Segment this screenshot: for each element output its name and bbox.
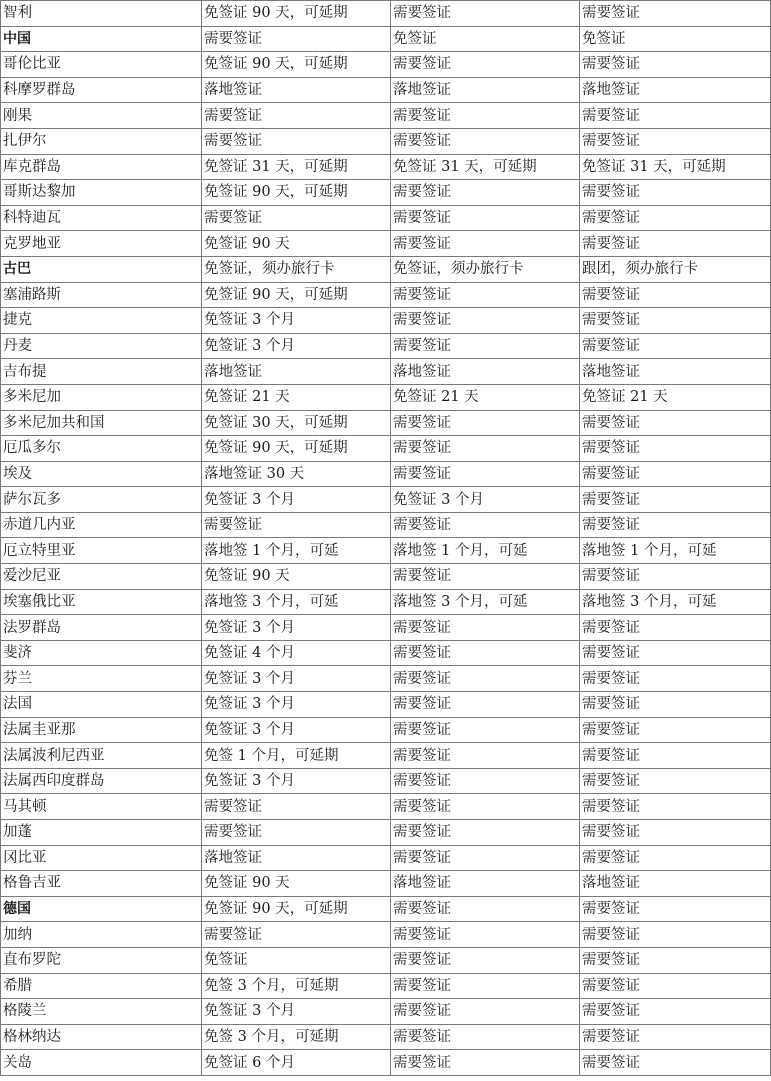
visa-status-cell: 需要签证 bbox=[580, 692, 771, 718]
table-row bbox=[1, 845, 771, 871]
visa-status-cell: 免签证 4 个月 bbox=[202, 640, 391, 666]
table-row bbox=[1, 820, 771, 846]
table-row bbox=[1, 256, 771, 282]
visa-status-cell: 免签证 bbox=[580, 26, 771, 52]
country-cell: 加蓬 bbox=[1, 820, 202, 846]
table-row bbox=[1, 871, 771, 897]
country-cell: 关岛 bbox=[1, 1050, 202, 1076]
table-row bbox=[1, 538, 771, 564]
visa-status-cell: 需要签证 bbox=[391, 615, 580, 641]
visa-status-cell: 免签证 31 天，可延期 bbox=[580, 154, 771, 180]
visa-status-cell: 需要签证 bbox=[391, 564, 580, 590]
table-row bbox=[1, 308, 771, 334]
country-cell: 斐济 bbox=[1, 640, 202, 666]
country-cell: 哥斯达黎加 bbox=[1, 180, 202, 206]
visa-status-cell: 需要签证 bbox=[580, 512, 771, 538]
table-row bbox=[1, 615, 771, 641]
table-row bbox=[1, 461, 771, 487]
table-row bbox=[1, 52, 771, 78]
country-cell: 捷克 bbox=[1, 308, 202, 334]
table-row bbox=[1, 896, 771, 922]
visa-status-cell: 需要签证 bbox=[202, 820, 391, 846]
visa-status-cell: 需要签证 bbox=[391, 1024, 580, 1050]
visa-status-cell: 需要签证 bbox=[391, 794, 580, 820]
table-row bbox=[1, 640, 771, 666]
table-row bbox=[1, 231, 771, 257]
visa-status-cell: 免签 3 个月，可延期 bbox=[202, 1024, 391, 1050]
country-cell: 塞浦路斯 bbox=[1, 282, 202, 308]
visa-status-cell: 落地签证 bbox=[391, 77, 580, 103]
country-cell: 格陵兰 bbox=[1, 999, 202, 1025]
visa-status-cell: 免签证 31 天，可延期 bbox=[391, 154, 580, 180]
country-cell: 厄立特里亚 bbox=[1, 538, 202, 564]
country-cell: 丹麦 bbox=[1, 333, 202, 359]
table-row bbox=[1, 384, 771, 410]
visa-status-cell: 需要签证 bbox=[391, 461, 580, 487]
visa-status-cell: 需要签证 bbox=[391, 692, 580, 718]
table-row bbox=[1, 436, 771, 462]
visa-status-cell: 需要签证 bbox=[580, 436, 771, 462]
visa-status-cell: 跟团，须办旅行卡 bbox=[580, 256, 771, 282]
visa-status-cell: 落地签 1 个月，可延 bbox=[580, 538, 771, 564]
table-row bbox=[1, 154, 771, 180]
visa-status-cell: 免签证 90 天 bbox=[202, 871, 391, 897]
visa-status-cell: 需要签证 bbox=[391, 52, 580, 78]
table-row bbox=[1, 922, 771, 948]
visa-status-cell: 落地签 3 个月，可延 bbox=[580, 589, 771, 615]
table-row bbox=[1, 947, 771, 973]
visa-status-cell: 需要签证 bbox=[580, 487, 771, 513]
table-row bbox=[1, 743, 771, 769]
country-cell: 加纳 bbox=[1, 922, 202, 948]
visa-status-cell: 免签证 bbox=[202, 947, 391, 973]
visa-status-cell: 需要签证 bbox=[580, 180, 771, 206]
visa-status-cell: 需要签证 bbox=[580, 103, 771, 129]
table-row bbox=[1, 512, 771, 538]
visa-status-cell: 免签证 90 天 bbox=[202, 564, 391, 590]
table-row bbox=[1, 794, 771, 820]
visa-status-cell: 需要签证 bbox=[580, 1050, 771, 1076]
visa-status-cell: 落地签证 bbox=[580, 359, 771, 385]
visa-status-cell: 需要签证 bbox=[580, 947, 771, 973]
visa-status-cell: 需要签证 bbox=[202, 922, 391, 948]
visa-status-cell: 需要签证 bbox=[391, 1, 580, 27]
table-row bbox=[1, 692, 771, 718]
table-row bbox=[1, 487, 771, 513]
visa-status-cell: 需要签证 bbox=[580, 922, 771, 948]
table-row bbox=[1, 589, 771, 615]
visa-status-cell: 需要签证 bbox=[202, 512, 391, 538]
visa-status-cell: 需要签证 bbox=[580, 717, 771, 743]
visa-status-cell: 需要签证 bbox=[580, 410, 771, 436]
visa-status-cell: 需要签证 bbox=[580, 666, 771, 692]
visa-status-cell: 需要签证 bbox=[580, 1024, 771, 1050]
visa-status-cell: 免签证 3 个月 bbox=[202, 999, 391, 1025]
country-cell: 芬兰 bbox=[1, 666, 202, 692]
table-row bbox=[1, 1050, 771, 1076]
visa-status-cell: 需要签证 bbox=[580, 564, 771, 590]
visa-status-cell: 免签证 3 个月 bbox=[202, 308, 391, 334]
visa-status-cell: 落地签证 bbox=[391, 871, 580, 897]
country-cell: 哥伦比亚 bbox=[1, 52, 202, 78]
country-cell: 吉布提 bbox=[1, 359, 202, 385]
country-cell: 法属圭亚那 bbox=[1, 717, 202, 743]
visa-status-cell: 免签证 21 天 bbox=[391, 384, 580, 410]
visa-status-cell: 落地签 1 个月，可延 bbox=[202, 538, 391, 564]
visa-status-cell: 需要签证 bbox=[580, 461, 771, 487]
visa-status-cell: 免签证 90 天，可延期 bbox=[202, 436, 391, 462]
visa-status-cell: 需要签证 bbox=[580, 640, 771, 666]
table-row bbox=[1, 1, 771, 27]
visa-status-cell: 落地签证 bbox=[580, 77, 771, 103]
table-row bbox=[1, 717, 771, 743]
table-row bbox=[1, 973, 771, 999]
country-cell: 埃塞俄比亚 bbox=[1, 589, 202, 615]
country-cell: 法属波利尼西亚 bbox=[1, 743, 202, 769]
visa-table-body bbox=[1, 1, 771, 1076]
visa-status-cell: 免签证 3 个月 bbox=[202, 615, 391, 641]
visa-status-cell: 需要签证 bbox=[391, 308, 580, 334]
visa-status-cell: 免签证 90 天，可延期 bbox=[202, 52, 391, 78]
visa-status-cell: 需要签证 bbox=[391, 820, 580, 846]
country-cell: 德国 bbox=[1, 896, 202, 922]
visa-status-cell: 免签证 31 天，可延期 bbox=[202, 154, 391, 180]
visa-status-cell: 免签证 21 天 bbox=[202, 384, 391, 410]
table-row bbox=[1, 564, 771, 590]
visa-status-cell: 免签证 90 天，可延期 bbox=[202, 282, 391, 308]
visa-status-cell: 免签证 90 天，可延期 bbox=[202, 1, 391, 27]
country-cell: 中国 bbox=[1, 26, 202, 52]
visa-status-cell: 需要签证 bbox=[202, 794, 391, 820]
visa-status-cell: 落地签 3 个月，可延 bbox=[202, 589, 391, 615]
table-row bbox=[1, 410, 771, 436]
visa-status-cell: 免签证 90 天，可延期 bbox=[202, 180, 391, 206]
visa-status-cell: 落地签证 30 天 bbox=[202, 461, 391, 487]
visa-status-cell: 需要签证 bbox=[391, 922, 580, 948]
table-row bbox=[1, 103, 771, 129]
visa-status-cell: 落地签 1 个月，可延 bbox=[391, 538, 580, 564]
visa-status-cell: 需要签证 bbox=[391, 768, 580, 794]
country-cell: 科特迪瓦 bbox=[1, 205, 202, 231]
visa-status-cell: 需要签证 bbox=[580, 845, 771, 871]
visa-status-cell: 需要签证 bbox=[391, 436, 580, 462]
country-cell: 马其顿 bbox=[1, 794, 202, 820]
country-cell: 萨尔瓦多 bbox=[1, 487, 202, 513]
table-row bbox=[1, 205, 771, 231]
visa-status-cell: 需要签证 bbox=[580, 999, 771, 1025]
visa-status-cell: 需要签证 bbox=[391, 410, 580, 436]
visa-status-cell: 需要签证 bbox=[391, 103, 580, 129]
country-cell: 库克群岛 bbox=[1, 154, 202, 180]
visa-status-cell: 需要签证 bbox=[580, 794, 771, 820]
visa-status-cell: 免签证，须办旅行卡 bbox=[202, 256, 391, 282]
visa-status-cell: 落地签证 bbox=[202, 77, 391, 103]
table-row bbox=[1, 359, 771, 385]
visa-status-cell: 需要签证 bbox=[580, 52, 771, 78]
visa-status-cell: 需要签证 bbox=[391, 333, 580, 359]
country-cell: 科摩罗群岛 bbox=[1, 77, 202, 103]
country-cell: 赤道几内亚 bbox=[1, 512, 202, 538]
visa-status-cell: 需要签证 bbox=[580, 743, 771, 769]
visa-status-cell: 需要签证 bbox=[391, 1050, 580, 1076]
visa-status-cell: 需要签证 bbox=[391, 973, 580, 999]
country-cell: 厄瓜多尔 bbox=[1, 436, 202, 462]
table-row bbox=[1, 666, 771, 692]
visa-status-cell: 需要签证 bbox=[580, 308, 771, 334]
visa-status-cell: 需要签证 bbox=[391, 640, 580, 666]
visa-status-cell: 免签证 90 天 bbox=[202, 231, 391, 257]
visa-status-cell: 需要签证 bbox=[580, 333, 771, 359]
visa-status-cell: 落地签证 bbox=[391, 359, 580, 385]
visa-status-cell: 落地签证 bbox=[202, 359, 391, 385]
country-cell: 法罗群岛 bbox=[1, 615, 202, 641]
visa-status-cell: 免签证 3 个月 bbox=[202, 768, 391, 794]
country-cell: 格鲁吉亚 bbox=[1, 871, 202, 897]
visa-status-cell: 需要签证 bbox=[580, 1, 771, 27]
visa-status-cell: 需要签证 bbox=[580, 231, 771, 257]
visa-status-cell: 需要签证 bbox=[391, 231, 580, 257]
visa-status-cell: 需要签证 bbox=[391, 666, 580, 692]
visa-status-cell: 需要签证 bbox=[202, 103, 391, 129]
table-row bbox=[1, 1024, 771, 1050]
country-cell: 克罗地亚 bbox=[1, 231, 202, 257]
visa-status-cell: 需要签证 bbox=[580, 128, 771, 154]
country-cell: 法属西印度群岛 bbox=[1, 768, 202, 794]
visa-status-cell: 需要签证 bbox=[391, 896, 580, 922]
visa-status-cell: 免签证 3 个月 bbox=[202, 333, 391, 359]
visa-status-cell: 免签证 3 个月 bbox=[202, 487, 391, 513]
country-cell: 格林纳达 bbox=[1, 1024, 202, 1050]
visa-status-cell: 需要签证 bbox=[202, 205, 391, 231]
country-cell: 希腊 bbox=[1, 973, 202, 999]
country-cell: 爱沙尼亚 bbox=[1, 564, 202, 590]
visa-status-cell: 免签 3 个月，可延期 bbox=[202, 973, 391, 999]
country-cell: 冈比亚 bbox=[1, 845, 202, 871]
visa-status-cell: 落地签证 bbox=[580, 871, 771, 897]
visa-status-cell: 需要签证 bbox=[580, 615, 771, 641]
table-row bbox=[1, 180, 771, 206]
country-cell: 扎伊尔 bbox=[1, 128, 202, 154]
visa-status-cell: 免签证，须办旅行卡 bbox=[391, 256, 580, 282]
country-cell: 多米尼加共和国 bbox=[1, 410, 202, 436]
visa-status-cell: 免签证 3 个月 bbox=[202, 717, 391, 743]
visa-status-cell: 免签证 3 个月 bbox=[202, 692, 391, 718]
visa-status-cell: 免签证 6 个月 bbox=[202, 1050, 391, 1076]
visa-status-cell: 需要签证 bbox=[391, 180, 580, 206]
table-row bbox=[1, 282, 771, 308]
visa-status-cell: 需要签证 bbox=[580, 282, 771, 308]
table-row bbox=[1, 999, 771, 1025]
visa-status-cell: 需要签证 bbox=[580, 820, 771, 846]
visa-status-cell: 需要签证 bbox=[391, 845, 580, 871]
country-cell: 智利 bbox=[1, 1, 202, 27]
visa-status-cell: 需要签证 bbox=[391, 282, 580, 308]
visa-status-cell: 落地签 3 个月，可延 bbox=[391, 589, 580, 615]
visa-status-cell: 免签证 3 个月 bbox=[391, 487, 580, 513]
visa-status-cell: 需要签证 bbox=[580, 973, 771, 999]
table-row bbox=[1, 768, 771, 794]
visa-status-cell: 需要签证 bbox=[391, 512, 580, 538]
visa-status-cell: 需要签证 bbox=[391, 743, 580, 769]
visa-status-cell: 需要签证 bbox=[202, 26, 391, 52]
country-cell: 法国 bbox=[1, 692, 202, 718]
country-cell: 刚果 bbox=[1, 103, 202, 129]
visa-status-cell: 需要签证 bbox=[580, 768, 771, 794]
visa-status-cell: 需要签证 bbox=[391, 128, 580, 154]
visa-status-cell: 免签证 90 天，可延期 bbox=[202, 896, 391, 922]
visa-status-cell: 免签证 30 天，可延期 bbox=[202, 410, 391, 436]
table-row bbox=[1, 333, 771, 359]
visa-status-cell: 免签证 bbox=[391, 26, 580, 52]
table-row bbox=[1, 128, 771, 154]
visa-status-cell: 需要签证 bbox=[391, 947, 580, 973]
table-row bbox=[1, 26, 771, 52]
visa-status-cell: 免签 1 个月，可延期 bbox=[202, 743, 391, 769]
visa-status-cell: 需要签证 bbox=[391, 205, 580, 231]
country-cell: 古巴 bbox=[1, 256, 202, 282]
visa-status-cell: 需要签证 bbox=[202, 128, 391, 154]
visa-status-cell: 需要签证 bbox=[391, 999, 580, 1025]
visa-status-cell: 需要签证 bbox=[391, 717, 580, 743]
country-cell: 直布罗陀 bbox=[1, 947, 202, 973]
visa-status-cell: 落地签证 bbox=[202, 845, 391, 871]
country-cell: 埃及 bbox=[1, 461, 202, 487]
visa-status-cell: 免签证 3 个月 bbox=[202, 666, 391, 692]
table-row bbox=[1, 77, 771, 103]
visa-status-cell: 免签证 21 天 bbox=[580, 384, 771, 410]
country-cell: 多米尼加 bbox=[1, 384, 202, 410]
visa-status-cell: 需要签证 bbox=[580, 896, 771, 922]
visa-status-cell: 需要签证 bbox=[580, 205, 771, 231]
